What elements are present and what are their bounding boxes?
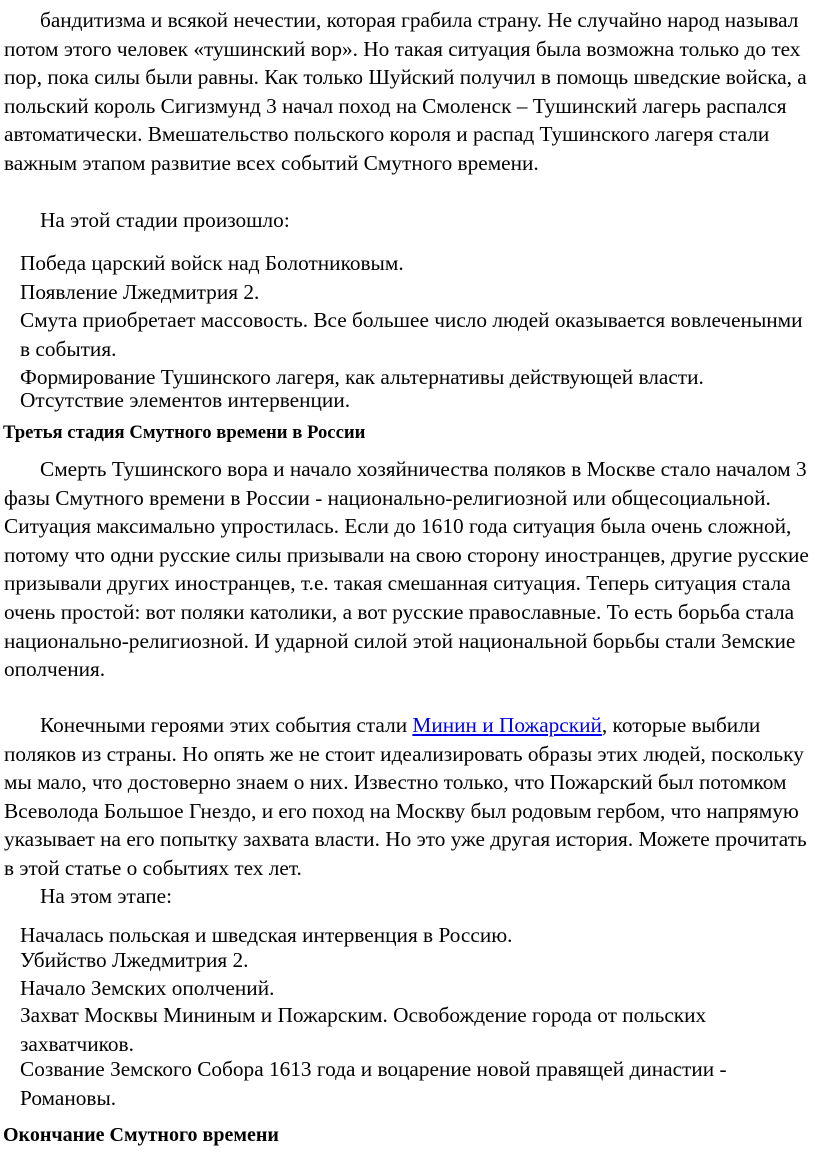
list-item: Началась польская и шведская интервенция в Россию. [20,923,513,947]
paragraph-heroes-text-before: Конечными героями этих события стали [40,713,413,737]
list-item: Смута приобретает массовость. Все большее число людей оказывается вовлеченынми в события. [20,308,803,361]
section-heading-third-stage: Третья стадия Смутного времени в России [3,422,366,443]
list-item: Формирование Тушинского лагеря, как альтернативы действующей власти. [20,365,704,389]
list-item: Победа царский войск над Болотниковым. [20,251,404,275]
paragraph-stage-lead: На этой стадии произошло: [40,208,290,232]
minin-pozharsky-link[interactable]: Минин и Пожарский [412,713,602,737]
list-item: Появление Лжедмитрия 2. [20,280,260,304]
list-item: Начало Земских ополчений. [20,976,275,1000]
section-heading-end-of-troubles: Окончание Смутного времени [3,1124,279,1146]
paragraph-heroes [4,711,810,883]
list-item: Убийство Лжедмитрия 2. [20,948,249,972]
paragraph-stage-three-lead: На этом этапе: [40,884,173,908]
list-item: Созвание Земского Собора 1613 года и воцарение новой правящей династии - Романовы. [20,1057,727,1110]
paragraph-intro: бандитизма и всякой нечестии, которая грабила страну. Не случайно народ называл потом этого человек «тушинский вор». Но такая ситуация была возможна только до тех пор, пока силы были равны. Как только Шуйский получил в помощь шведские войска, а польский король Сигизмунд 3 начал поход на Смоленск – Тушинский лагерь распался автоматически. Вмешательство польского короля и распад Тушинского лагеря стали важным этапом развитие всех событий Смутного времени. [4,8,807,175]
list-item: Отсутствие элементов интервенции. [20,388,351,412]
paragraph-third-stage: Смерть Тушинского вора и начало хозяйничества поляков в Москве стало началом 3 фазы Смутного времени в России - национально-религиозной или общесоциальной. Ситуация максимально упростилась. Если до 1610 года ситуация была очень сложной, потому что одни русские силы призывали на свою сторону иностранцев, другие русские призывали других иностранцев, т.е. такая смешанная ситуация. Теперь ситуация стала очень простой: вот поляки католики, а вот русские православные. То есть борьба стала национально-религиозной. И ударной силой этой национальной борьбы стали Земские ополчения. [4,457,809,682]
list-item: Захват Москвы Мининым и Пожарским. Освобождение города от польских захватчиков. [20,1003,707,1056]
paragraph-heroes-text-after: , которые выбили поляков из страны. Но опять же не стоит идеализировать образы этих людей, поскольку мы мало, что достоверно знаем о них. Известно только, что Пожарский был потомком Всеволода Большое Гнездо, и его поход на Москву был родовым гербом, что напрямую указывает на его попытку захвата власти. Но это уже другая история. Можете прочитать в этой статье о событиях тех лет. [4,713,807,880]
